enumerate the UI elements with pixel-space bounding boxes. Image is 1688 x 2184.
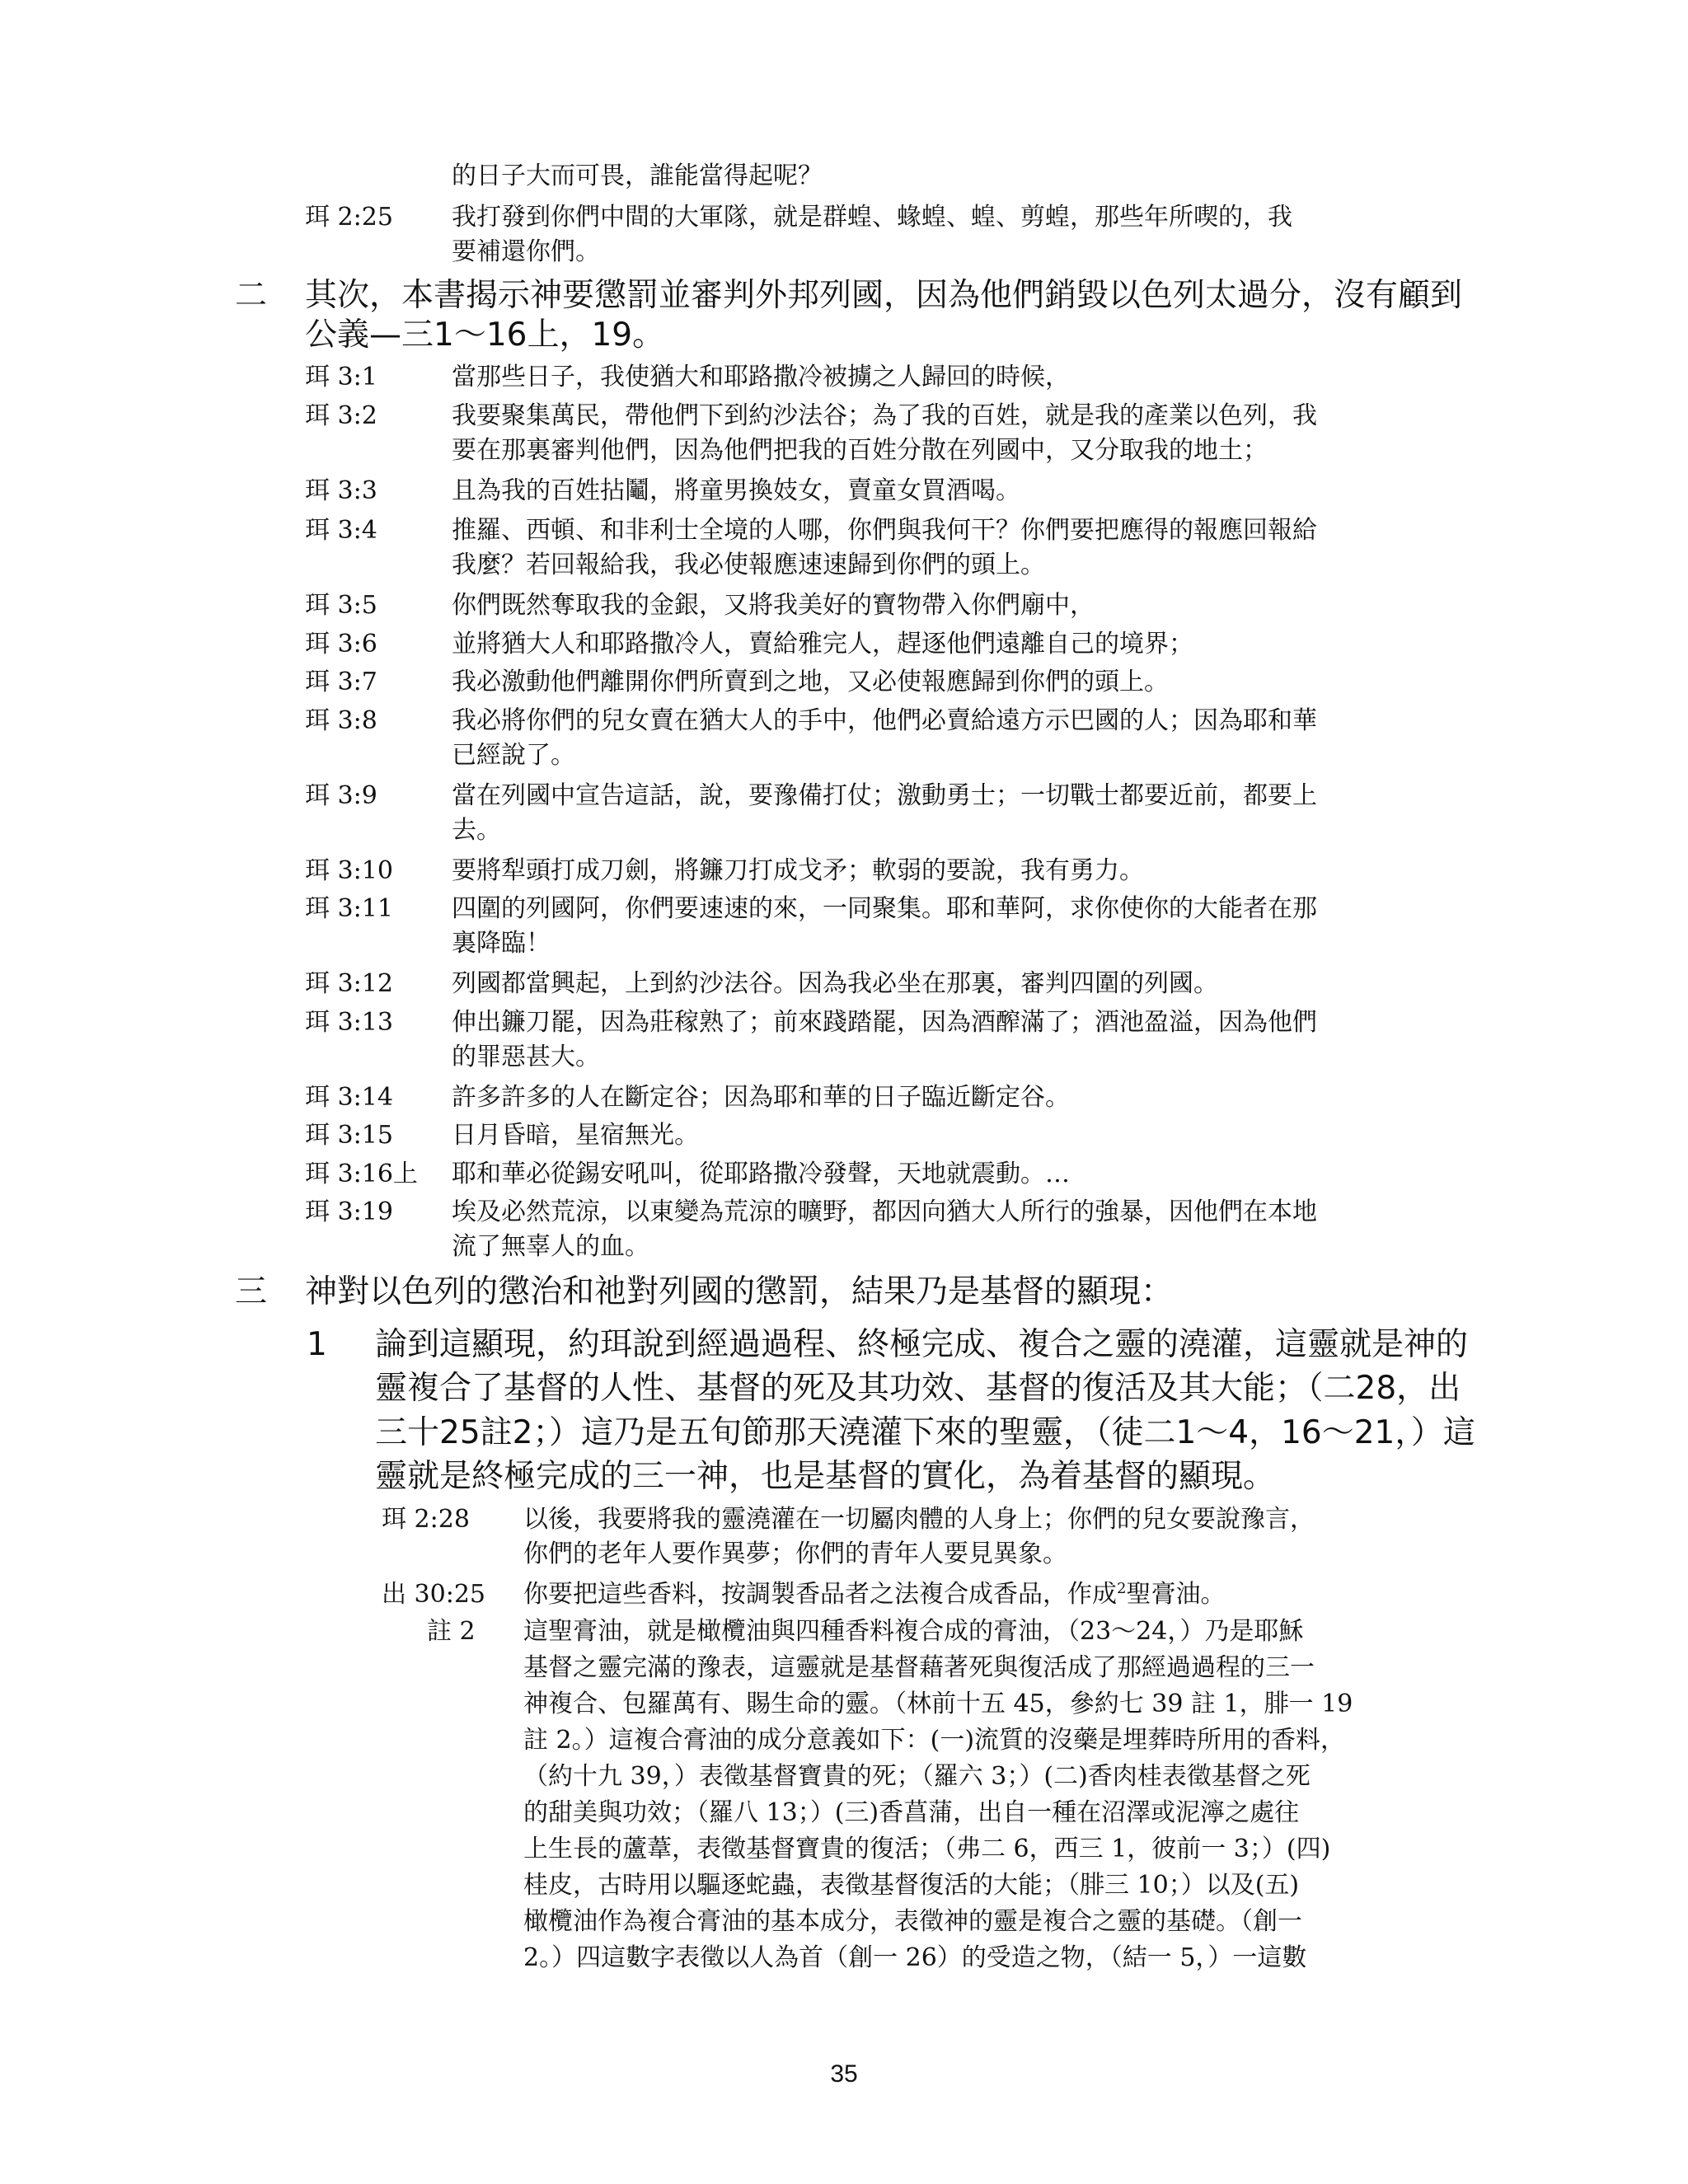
verse-ref: 珥 2:28 [382, 1505, 470, 1534]
verse-ref: 珥 3:1 [305, 363, 377, 391]
verse-ref: 珥 2:25 [305, 203, 393, 232]
footnote-ref: 註 2 [427, 1617, 476, 1646]
point-text: 靈複合了基督的人性、基督的死及其功效、基督的復活及其大能；（二28，出 [375, 1370, 1461, 1407]
text-line: 去。 [452, 816, 501, 845]
text-line: 我必激動他們離開你們所賣到之地，又必使報應歸到你們的頭上。 [452, 668, 1169, 696]
text-line: 要補還你們。 [452, 237, 600, 266]
text-line: 的日子大而可畏，誰能當得起呢？ [452, 162, 823, 190]
footnote-line: 註 2。）這複合膏油的成分意義如下：(一)流質的沒藥是埋葬時所用的香料， [523, 1726, 1346, 1755]
footnote-line: （約十九 39，）表徵基督寶貴的死；（羅六 3；）(二)香肉桂表徵基督之死 [523, 1762, 1311, 1791]
page-number: 35 [830, 2060, 858, 2088]
section-number: 二 [235, 277, 268, 314]
text-line: 伸出鐮刀罷，因為莊稼熟了；前來踐踏罷，因為酒醡滿了；酒池盈溢，因為他們 [452, 1008, 1317, 1037]
footnote-marker: 2 [1117, 1580, 1127, 1597]
text-line: 我必將你們的兒女賣在猶大人的手中，他們必賣給遠方示巴國的人；因為耶和華 [452, 706, 1317, 735]
section-heading: 神對以色列的懲治和祂對列國的懲罰，結果乃是基督的顯現： [305, 1273, 1174, 1310]
text-segment: 你要把這些香料，按調製香品者之法複合成香品，作成 [523, 1580, 1117, 1609]
text-line: 並將猶大人和耶路撒冷人，賣給雅完人，趕逐他們遠離自己的境界； [452, 630, 1193, 658]
text-line: 許多許多的人在斷定谷；因為耶和華的日子臨近斷定谷。 [452, 1083, 1070, 1112]
point-number: 1 [307, 1326, 327, 1363]
text-line: 我要聚集萬民，帶他們下到約沙法谷；為了我的百姓，就是我的產業以色列，我 [452, 401, 1317, 430]
text-line: 你們的老年人要作異夢；你們的青年人要見異象。 [523, 1540, 1067, 1568]
footnote-line: 的甜美與功效；（羅八 13；）(三)香菖蒲，出自一種在沼澤或泥濘之處往 [523, 1798, 1300, 1827]
footnote-line: 神複合、包羅萬有、賜生命的靈。（林前十五 45，參約七 39 註 1，腓一 19 [523, 1690, 1353, 1718]
text-line: 當在列國中宣告這話，說，要豫備打仗；激動勇士；一切戰士都要近前，都要上 [452, 781, 1317, 810]
text-line: 已經說了。 [452, 741, 575, 770]
section-heading: 其次，本書揭示神要懲罰並審判外邦列國，因為他們銷毀以色列太過分，沒有顧到 [305, 277, 1463, 314]
section-heading: 公義—三1～16上，19。 [305, 316, 665, 354]
footnote-line: 基督之靈完滿的豫表，這靈就是基督藉著死與復活成了那經過過程的三一 [523, 1653, 1315, 1682]
footnote-line: 這聖膏油，就是橄欖油與四種香料複合成的膏油，（23～24，）乃是耶穌 [523, 1617, 1304, 1646]
verse-ref: 珥 3:4 [305, 516, 377, 545]
text-segment: 聖膏油。 [1126, 1580, 1226, 1609]
verse-ref: 珥 3:8 [305, 706, 377, 735]
verse-ref: 珥 3:7 [305, 668, 377, 696]
verse-ref: 出 30:25 [382, 1580, 485, 1609]
verse-ref: 珥 3:19 [305, 1197, 393, 1226]
text-line: 我麼？若回報給我，我必使報應速速歸到你們的頭上。 [452, 551, 1045, 579]
text-line: 以後，我要將我的靈澆灌在一切屬肉體的人身上；你們的兒女要說豫言， [523, 1505, 1315, 1534]
text-line [523, 1580, 1225, 1610]
section-number: 三 [235, 1273, 268, 1310]
text-line: 日月昏暗，星宿無光。 [452, 1121, 699, 1150]
verse-ref: 珥 3:16上 [305, 1160, 418, 1188]
text-line: 推羅、西頓、和非利士全境的人哪，你們與我何干？你們要把應得的報應回報給 [452, 516, 1317, 545]
verse-ref: 珥 3:9 [305, 781, 377, 810]
text-line: 要將犁頭打成刀劍，將鐮刀打成戈矛；軟弱的要說，我有勇力。 [452, 856, 1144, 885]
footnote-line: 2。）四這數字表徵以人為首（創一 26）的受造之物，（結一 5，）一這數 [523, 1943, 1307, 1972]
text-line: 的罪惡甚大。 [452, 1043, 600, 1071]
verse-ref: 珥 3:2 [305, 401, 377, 430]
text-line: 流了無辜人的血。 [452, 1232, 649, 1261]
verse-ref: 珥 3:11 [305, 894, 393, 923]
text-line: 四圍的列國阿，你們要速速的來，一同聚集。耶和華阿，求你使你的大能者在那 [452, 894, 1317, 923]
verse-ref: 珥 3:15 [305, 1121, 393, 1150]
text-line: 當那些日子，我使猶大和耶路撒冷被擄之人歸回的時候， [452, 363, 1070, 391]
text-line: 裏降臨！ [452, 929, 551, 958]
footnote-line: 上生長的蘆葦，表徵基督寶貴的復活；（弗二 6，西三 1，彼前一 3；）(四) [523, 1835, 1331, 1863]
text-line: 且為我的百姓拈鬮，將童男換妓女，賣童女買酒喝。 [452, 476, 1020, 505]
verse-ref: 珥 3:10 [305, 856, 393, 885]
verse-ref: 珥 3:12 [305, 969, 393, 998]
text-line: 耶和華必從錫安吼叫，從耶路撒冷發聲，天地就震動。… [452, 1160, 1070, 1188]
verse-ref: 珥 3:3 [305, 476, 377, 505]
text-line: 列國都當興起，上到約沙法谷。因為我必坐在那裏，審判四圍的列國。 [452, 969, 1218, 998]
point-text: 三十25註2；）這乃是五旬節那天澆灌下來的聖靈，（徒二1～4，16～21，）這 [375, 1414, 1475, 1451]
verse-ref: 珥 3:13 [305, 1008, 393, 1037]
verse-ref: 珥 3:6 [305, 630, 377, 658]
text-line: 你們既然奪取我的金銀，又將我美好的寶物帶入你們廟中， [452, 591, 1095, 620]
verse-ref: 珥 3:14 [305, 1083, 393, 1112]
text-line: 我打發到你們中間的大軍隊，就是群蝗、蝝蝗、蝗、剪蝗，那些年所喫的，我 [452, 203, 1292, 232]
footnote-line: 橄欖油作為複合膏油的基本成分，表徵神的靈是複合之靈的基礎。（創一 [523, 1907, 1302, 1936]
text-line: 要在那裏審判他們，因為他們把我的百姓分散在列國中，又分取我的地土； [452, 436, 1268, 465]
point-text: 靈就是終極完成的三一神，也是基督的實化，為着基督的顯現。 [375, 1458, 1276, 1495]
text-line: 埃及必然荒涼，以東變為荒涼的曠野，都因向猶大人所行的強暴，因他們在本地 [452, 1197, 1317, 1226]
point-text: 論到這顯現，約珥說到經過過程、終極完成、複合之靈的澆灌，這靈就是神的 [375, 1326, 1469, 1363]
footnote-line: 桂皮，古時用以驅逐蛇蟲，表徵基督復活的大能；（腓三 10；）以及(五) [523, 1871, 1300, 1900]
verse-ref: 珥 3:5 [305, 591, 377, 620]
